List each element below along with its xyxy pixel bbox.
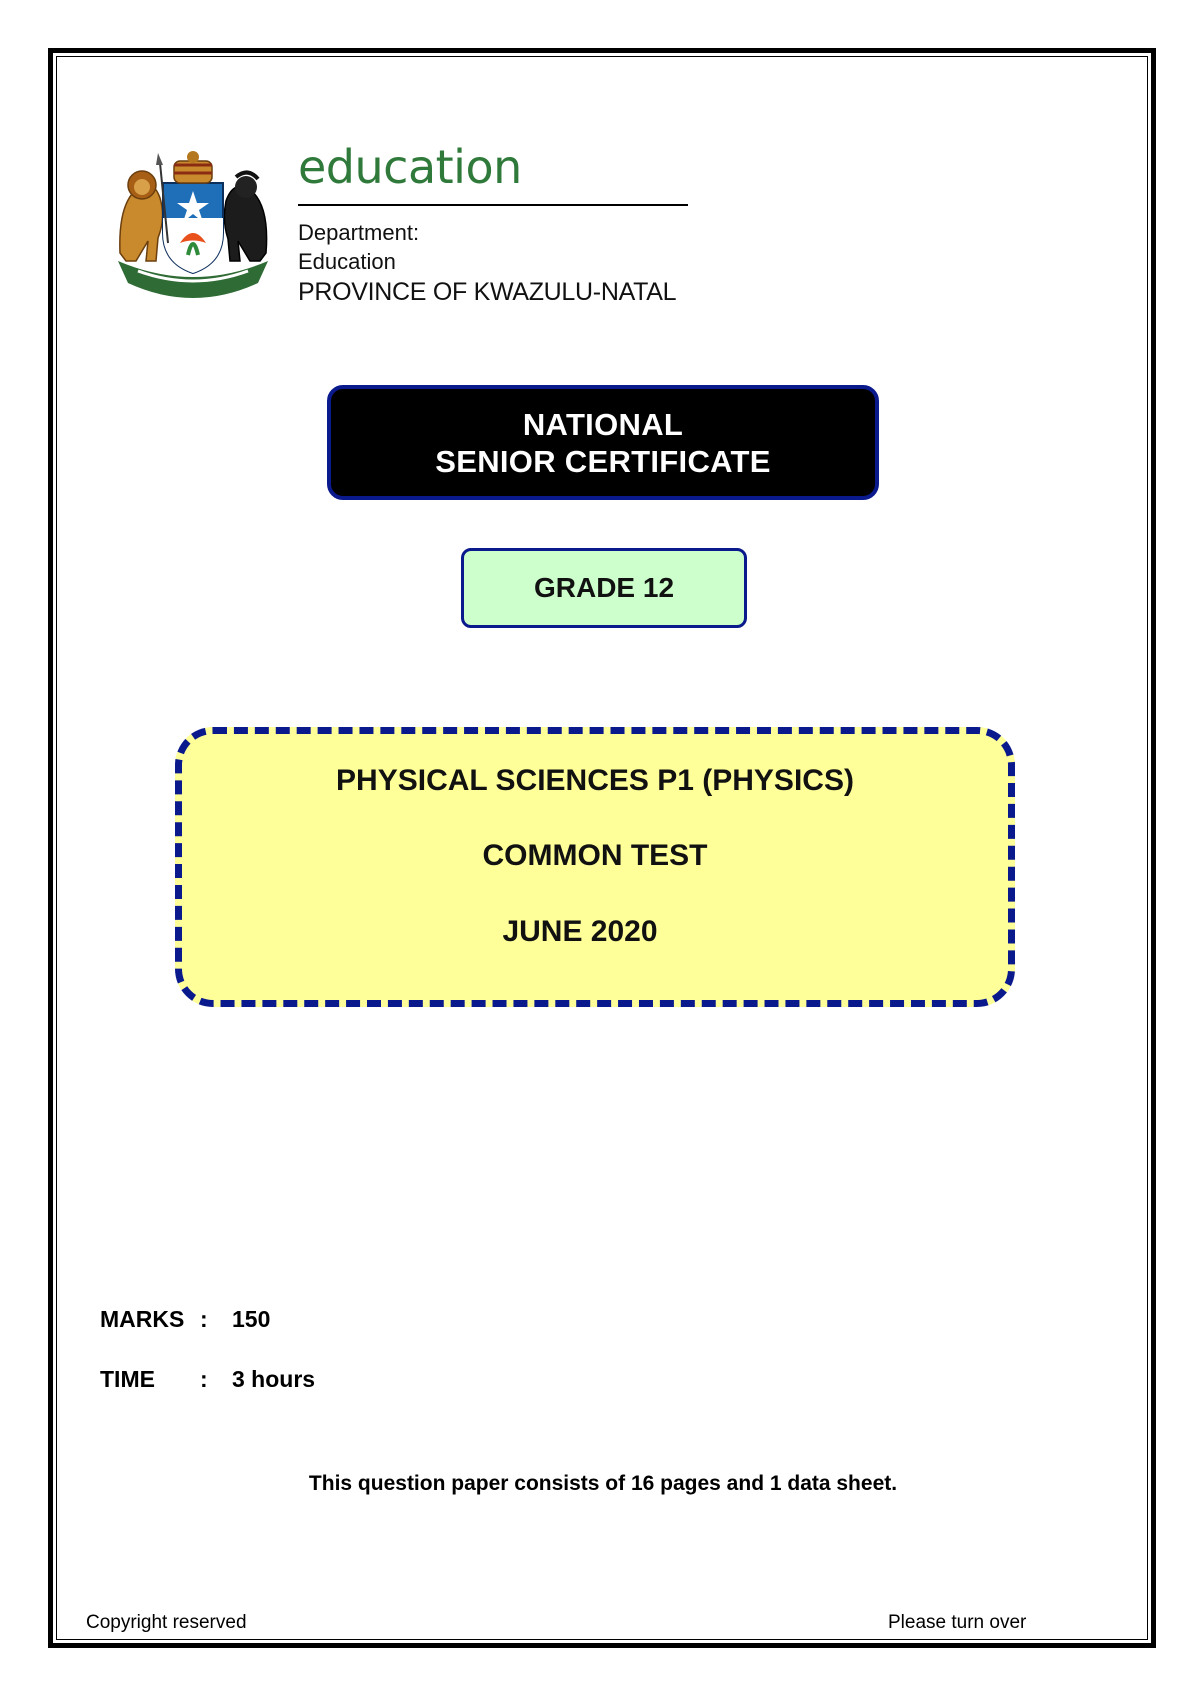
- certificate-banner: [327, 385, 879, 500]
- time-value: 3 hours: [232, 1366, 316, 1392]
- time-separator: :: [200, 1366, 208, 1392]
- certificate-line-1: NATIONAL: [522, 406, 684, 442]
- time-label: TIME: [100, 1366, 155, 1392]
- grade-label: GRADE 12: [533, 572, 675, 603]
- subject-title: PHYSICAL SCIENCES P1 (PHYSICS): [336, 764, 854, 797]
- test-type: COMMON TEST: [482, 839, 708, 872]
- department-label: Department:: [298, 220, 420, 245]
- province-name: PROVINCE OF KWAZULU-NATAL: [298, 278, 677, 306]
- marks-separator: :: [200, 1306, 208, 1332]
- department-name: Education: [298, 249, 396, 274]
- turn-over-footer: Please turn over: [888, 1612, 1027, 1633]
- certificate-line-2: SENIOR CERTIFICATE: [435, 443, 771, 479]
- marks-value: 150: [232, 1306, 271, 1332]
- subject-panel: [175, 727, 1015, 1007]
- marks-label: MARKS: [100, 1306, 185, 1332]
- brand-divider: [298, 204, 688, 206]
- brand-wordmark: education: [298, 140, 522, 194]
- copyright-footer: Copyright reserved: [86, 1612, 247, 1633]
- test-date: JUNE 2020: [502, 915, 658, 948]
- page-count-note: This question paper consists of 16 pages and 1 data sheet.: [308, 1472, 898, 1495]
- coat-of-arms-icon: [108, 143, 278, 313]
- grade-badge: [461, 548, 747, 628]
